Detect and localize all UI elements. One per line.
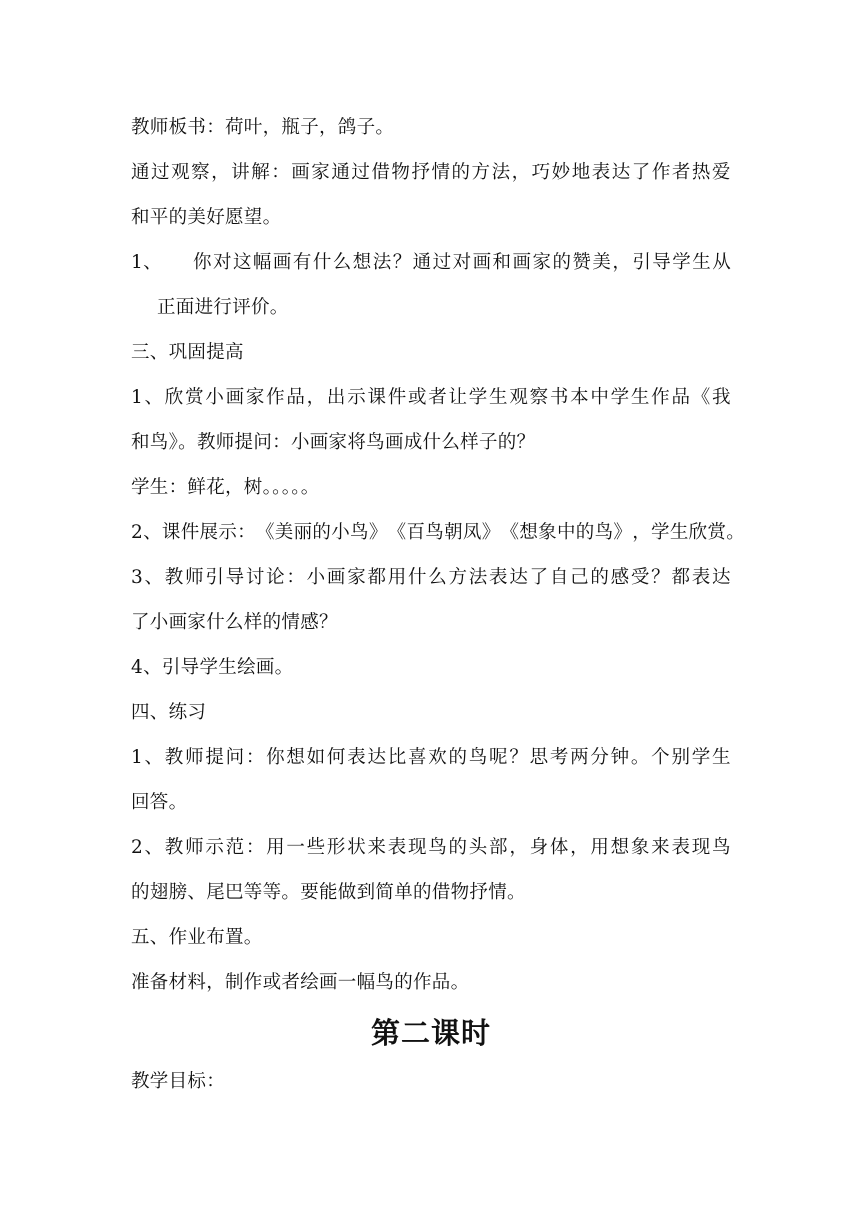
glyph: 课 <box>161 522 181 543</box>
paragraph-line-indented: 正面进行评价。 <box>157 297 289 318</box>
glyph: 如 <box>306 747 326 768</box>
glyph: 家 <box>532 252 552 273</box>
glyph: 别 <box>671 747 691 768</box>
glyph: 的 <box>552 252 572 273</box>
glyph: 妙 <box>551 162 571 183</box>
glyph: 达 <box>367 747 387 768</box>
glyph: 的 <box>312 522 332 543</box>
glyph: 思 <box>529 747 549 768</box>
paragraph-line-justified <box>131 380 731 416</box>
glyph: 鸟 <box>711 837 731 858</box>
glyph: ， <box>509 837 529 858</box>
glyph: 让 <box>448 387 468 408</box>
section-heading: 四、练习 <box>131 702 207 723</box>
glyph: 问 <box>225 747 245 768</box>
glyph: 书 <box>549 387 569 408</box>
glyph: 这 <box>232 252 252 273</box>
glyph: 察 <box>191 162 210 183</box>
glyph: 达 <box>611 162 631 183</box>
glyph: 课 <box>367 387 387 408</box>
glyph: 过 <box>351 162 371 183</box>
glyph: 凤 <box>462 522 482 543</box>
glyph: 丽 <box>293 522 313 543</box>
glyph: 了 <box>631 162 651 183</box>
glyph: 些 <box>306 837 326 858</box>
glyph: 表 <box>691 567 711 588</box>
glyph: 巧 <box>531 162 551 183</box>
glyph: 品 <box>286 387 306 408</box>
document-body <box>131 110 746 1109</box>
glyph: 受 <box>630 567 650 588</box>
glyph: 学 <box>651 522 670 543</box>
glyph: 示 <box>218 522 238 543</box>
glyph: ， <box>306 387 326 408</box>
glyph: 两 <box>570 747 589 768</box>
glyph: 象 <box>630 837 650 858</box>
section-heading: 三、巩固提高 <box>131 342 244 363</box>
glyph: ： <box>271 162 291 183</box>
glyph: 过 <box>432 252 452 273</box>
glyph: 讲 <box>231 162 250 183</box>
glyph: 对 <box>212 252 232 273</box>
glyph: 、 <box>144 567 164 588</box>
glyph: 引 <box>205 567 225 588</box>
glyph: 法 <box>491 162 511 183</box>
glyph: 家 <box>245 387 265 408</box>
glyph: 法 <box>372 252 392 273</box>
glyph: 师 <box>185 837 204 858</box>
glyph: 欣 <box>688 522 708 543</box>
glyph: 自 <box>549 567 569 588</box>
glyph: 画 <box>225 387 245 408</box>
glyph: 教 <box>164 567 184 588</box>
glyph: 方 <box>471 162 491 183</box>
glyph: 者 <box>671 162 691 183</box>
glyph: 和 <box>492 252 512 273</box>
glyph: 个 <box>651 747 670 768</box>
glyph: 用 <box>590 837 610 858</box>
glyph: 提 <box>205 747 225 768</box>
glyph: 表 <box>347 747 366 768</box>
glyph: 什 <box>407 567 427 588</box>
glyph: 喜 <box>407 747 427 768</box>
glyph: 观 <box>171 162 190 183</box>
glyph: 法 <box>468 567 488 588</box>
glyph: 生 <box>669 522 689 543</box>
lesson-title: 第二课时 <box>370 1016 491 1050</box>
glyph: 家 <box>347 567 366 588</box>
glyph: 达 <box>509 567 529 588</box>
glyph: 地 <box>571 162 591 183</box>
glyph: 本 <box>570 387 589 408</box>
glyph: 解 <box>251 162 270 183</box>
glyph: 的 <box>590 567 610 588</box>
glyph: 引 <box>632 252 652 273</box>
paragraph-line-justified <box>131 560 731 596</box>
glyph: 范 <box>225 837 245 858</box>
glyph: 想 <box>519 522 539 543</box>
paragraph-line: 和鸟》。教师提问：小画家将鸟画成什么样子的？ <box>131 432 536 453</box>
glyph: 方 <box>448 567 468 588</box>
glyph: 、 <box>144 747 164 768</box>
glyph: 鸟 <box>350 522 369 543</box>
glyph: 表 <box>591 162 611 183</box>
glyph: 1 <box>131 387 144 408</box>
glyph: 的 <box>448 747 468 768</box>
glyph: 的 <box>451 162 471 183</box>
glyph: 生 <box>692 252 712 273</box>
glyph: 观 <box>509 387 529 408</box>
glyph: 情 <box>431 162 451 183</box>
glyph: 爱 <box>711 162 731 183</box>
glyph: 或 <box>407 387 427 408</box>
glyph: 比 <box>387 747 407 768</box>
glyph: 画 <box>272 252 292 273</box>
glyph: 《 <box>691 387 711 408</box>
glyph: 从 <box>712 252 731 273</box>
glyph: 教 <box>164 837 184 858</box>
glyph: ， <box>632 522 652 543</box>
glyph: ： <box>245 837 265 858</box>
item-number: 1、 <box>131 252 162 273</box>
glyph: 小 <box>306 567 326 588</box>
glyph: 钟 <box>610 747 630 768</box>
paragraph-line: 了小画家什么样的情感？ <box>131 612 338 633</box>
glyph: 考 <box>549 747 569 768</box>
glyph: 件 <box>180 522 200 543</box>
glyph: 导 <box>225 567 245 588</box>
glyph: 《 <box>387 522 407 543</box>
glyph: 论 <box>266 567 285 588</box>
glyph: 赏 <box>707 522 727 543</box>
glyph: 感 <box>610 567 630 588</box>
glyph: 学 <box>691 747 711 768</box>
glyph: 欣 <box>164 387 184 408</box>
glyph: 鸟 <box>594 522 614 543</box>
glyph: 表 <box>387 837 407 858</box>
glyph: 、 <box>143 522 162 543</box>
glyph: 、 <box>144 387 164 408</box>
glyph: 》 <box>613 522 633 543</box>
item-text <box>193 245 731 281</box>
glyph: 己 <box>570 567 589 588</box>
glyph: 朝 <box>444 522 463 543</box>
glyph: 3 <box>131 567 144 588</box>
glyph: 何 <box>326 747 346 768</box>
glyph: ？ <box>651 567 670 588</box>
glyph: 都 <box>367 567 387 588</box>
glyph: 、 <box>144 837 164 858</box>
glyph: 什 <box>312 252 332 273</box>
glyph: 你 <box>193 252 212 273</box>
glyph: 体 <box>549 837 569 858</box>
glyph: 呢 <box>489 747 508 768</box>
paragraph-line: 学生：鲜花，树。。。。。 <box>131 477 320 498</box>
glyph: 过 <box>151 162 170 183</box>
glyph: 用 <box>266 837 285 858</box>
glyph: 。 <box>726 522 746 543</box>
paragraph-line-justified <box>131 830 731 866</box>
glyph: 画 <box>472 252 492 273</box>
glyph: ？ <box>392 252 412 273</box>
glyph: 1 <box>131 747 144 768</box>
glyph: 通 <box>412 252 432 273</box>
glyph: 想 <box>610 837 630 858</box>
glyph: 一 <box>286 837 306 858</box>
glyph: ， <box>211 162 230 183</box>
glyph: 美 <box>592 252 612 273</box>
section-heading: 五、作业布置。 <box>131 927 263 948</box>
glyph: 头 <box>468 837 488 858</box>
glyph: 象 <box>538 522 557 543</box>
paragraph-line-justified <box>131 740 731 776</box>
paragraph-line: 的翅膀、尾巴等等。要能做到简单的借物抒情。 <box>131 882 526 903</box>
glyph: 用 <box>387 567 407 588</box>
glyph: 小 <box>331 522 351 543</box>
glyph: 赏 <box>185 387 204 408</box>
paragraph-line: 回答。 <box>131 792 188 813</box>
glyph: 现 <box>407 837 427 858</box>
glyph: ， <box>570 837 589 858</box>
glyph: 家 <box>311 162 331 183</box>
glyph: 分 <box>590 747 610 768</box>
glyph: 来 <box>651 837 670 858</box>
glyph: 展 <box>199 522 219 543</box>
glyph: 想 <box>352 252 372 273</box>
glyph: 么 <box>428 567 448 588</box>
glyph: 教 <box>164 747 184 768</box>
glyph: 么 <box>332 252 352 273</box>
paragraph-line: 4、引导学生绘画。 <box>131 657 294 678</box>
glyph: 我 <box>711 387 731 408</box>
glyph: 品 <box>671 387 691 408</box>
glyph: 讨 <box>245 567 265 588</box>
glyph: 的 <box>448 837 468 858</box>
glyph: 部 <box>489 837 508 858</box>
glyph: 身 <box>529 837 549 858</box>
paragraph-line-justified <box>131 515 746 551</box>
glyph: 》 <box>368 522 388 543</box>
glyph: 美 <box>274 522 294 543</box>
glyph: 作 <box>266 387 285 408</box>
glyph: 你 <box>266 747 285 768</box>
glyph: 画 <box>512 252 532 273</box>
glyph: 借 <box>371 162 391 183</box>
glyph: 。 <box>630 747 650 768</box>
paragraph-line: 教师板书：荷叶，瓶子，鸽子。 <box>131 117 395 138</box>
glyph: 察 <box>529 387 549 408</box>
glyph: 鸟 <box>425 522 445 543</box>
glyph: 示 <box>205 837 225 858</box>
glyph: 都 <box>671 567 691 588</box>
numbered-item <box>131 245 731 281</box>
glyph: 想 <box>286 747 306 768</box>
glyph: 2 <box>131 522 144 543</box>
glyph: ， <box>612 252 632 273</box>
glyph: 学 <box>610 387 630 408</box>
glyph: 2 <box>131 837 144 858</box>
paragraph-line: 准备材料，制作或者绘画一幅鸟的作品。 <box>131 972 470 993</box>
glyph: 了 <box>529 567 549 588</box>
glyph: 生 <box>711 747 731 768</box>
glyph: 生 <box>489 387 508 408</box>
glyph: 作 <box>651 387 670 408</box>
glyph: 来 <box>367 837 387 858</box>
glyph: 小 <box>205 387 225 408</box>
glyph: 通 <box>331 162 351 183</box>
glyph: 的 <box>575 522 595 543</box>
glyph: ： <box>245 747 265 768</box>
glyph: 学 <box>672 252 692 273</box>
glyph: 表 <box>489 567 508 588</box>
glyph: 师 <box>185 567 204 588</box>
glyph: 物 <box>391 162 411 183</box>
glyph: 生 <box>630 387 650 408</box>
glyph: 中 <box>590 387 610 408</box>
glyph: 现 <box>691 837 711 858</box>
glyph: 师 <box>185 747 204 768</box>
glyph: 《 <box>500 522 520 543</box>
glyph: 表 <box>671 837 691 858</box>
glyph: 欢 <box>428 747 448 768</box>
glyph: 作 <box>651 162 671 183</box>
glyph: 《 <box>255 522 275 543</box>
glyph: 导 <box>652 252 672 273</box>
glyph: 抒 <box>411 162 431 183</box>
glyph: 鸟 <box>468 747 488 768</box>
glyph: 鸟 <box>428 837 448 858</box>
glyph: 中 <box>556 522 576 543</box>
glyph: ： <box>237 522 256 543</box>
glyph: 状 <box>347 837 366 858</box>
glyph: 》 <box>481 522 501 543</box>
glyph: 百 <box>406 522 426 543</box>
glyph: 画 <box>326 567 346 588</box>
glyph: 画 <box>291 162 311 183</box>
paragraph-line: 教学目标： <box>131 1071 226 1092</box>
paragraph-line: 和平的美好愿望。 <box>131 207 282 228</box>
glyph: ？ <box>509 747 529 768</box>
glyph: 赞 <box>572 252 592 273</box>
glyph: 者 <box>428 387 448 408</box>
glyph: 幅 <box>252 252 272 273</box>
glyph: 达 <box>711 567 731 588</box>
glyph: ： <box>286 567 306 588</box>
glyph: 热 <box>691 162 711 183</box>
paragraph-line-justified <box>131 155 731 191</box>
glyph: ， <box>511 162 531 183</box>
glyph: 件 <box>387 387 407 408</box>
glyph: 学 <box>468 387 488 408</box>
glyph: 对 <box>452 252 472 273</box>
glyph: 示 <box>347 387 366 408</box>
glyph: 出 <box>326 387 346 408</box>
glyph: 有 <box>292 252 312 273</box>
glyph: 形 <box>326 837 346 858</box>
glyph: 通 <box>131 162 150 183</box>
